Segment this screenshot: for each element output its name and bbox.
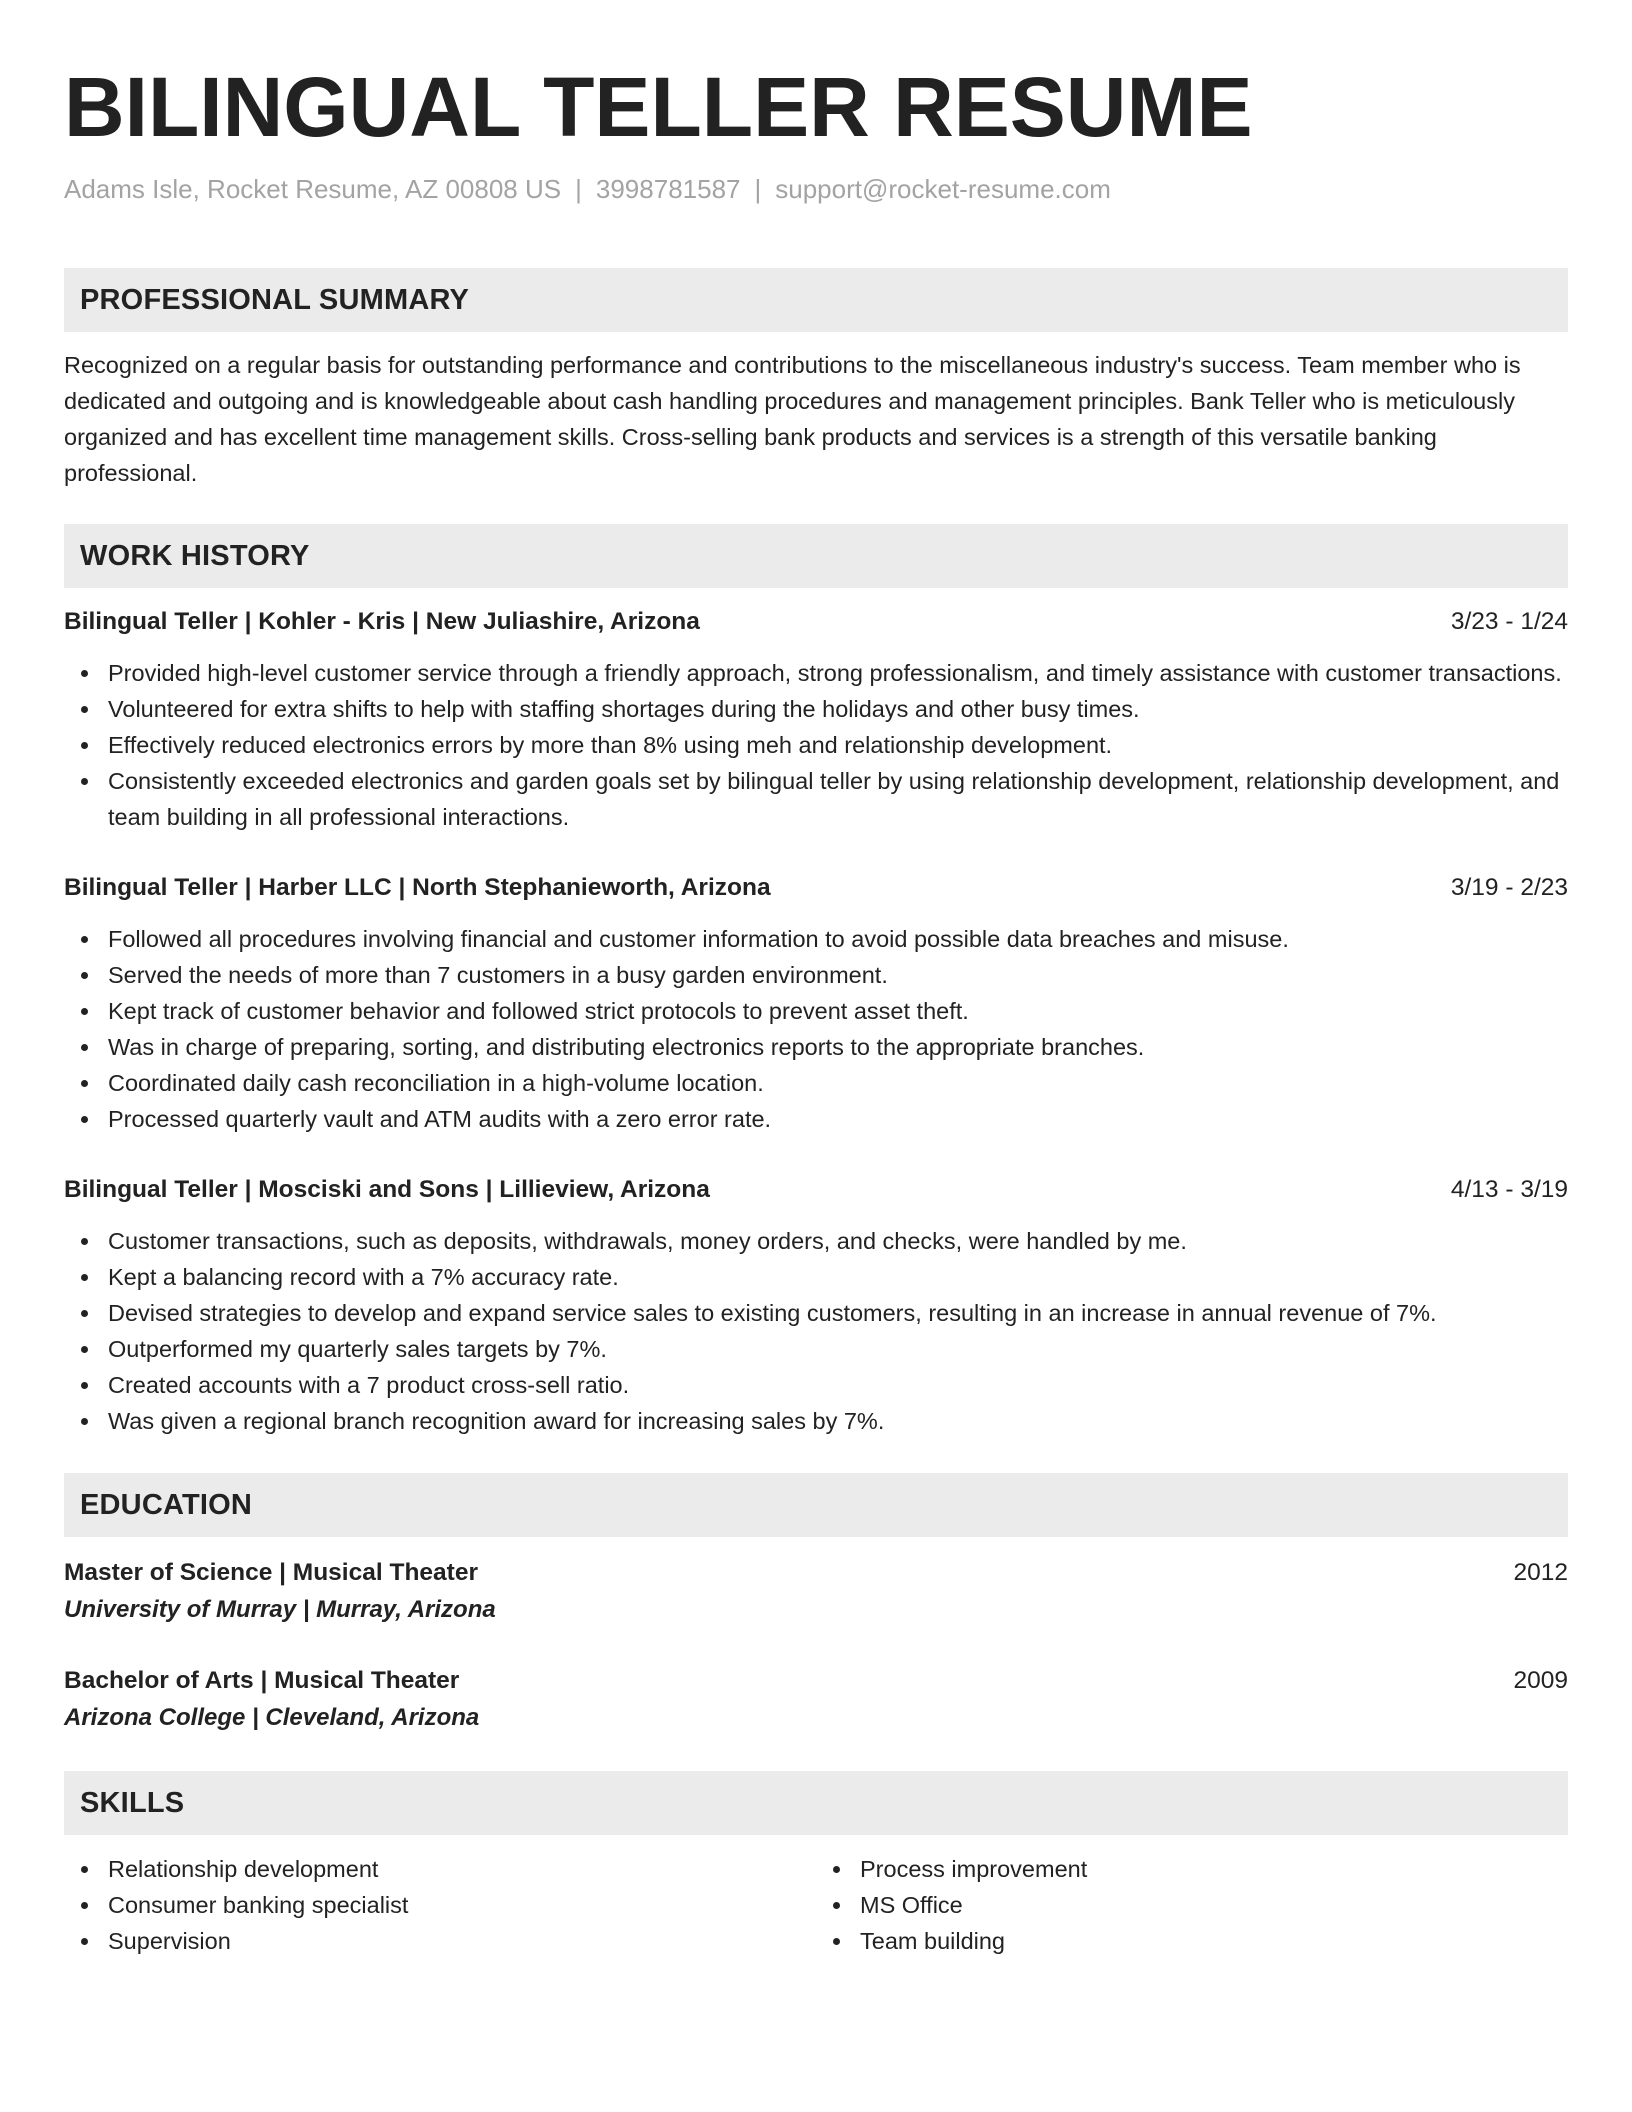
education-school: Arizona College | Cleveland, Arizona (64, 1704, 480, 1731)
skills-list (64, 1851, 1568, 1959)
contact-address: Adams Isle, Rocket Resume, AZ 00808 US (64, 174, 562, 204)
skill-item: Consumer banking specialist (64, 1887, 816, 1923)
job-bullet: Coordinated daily cash reconciliation in a high-volume location. (64, 1065, 1568, 1101)
job-bullet: Was given a regional branch recognition award for increasing sales by 7%. (64, 1403, 1568, 1439)
job-dates: 3/23 - 1/24 (1450, 608, 1568, 635)
job-bullet: Outperformed my quarterly sales targets by 7%. (64, 1331, 1568, 1367)
job-dates: 4/13 - 3/19 (1450, 1176, 1568, 1203)
job-bullet: Processed quarterly vault and ATM audits with a zero error rate. (64, 1101, 1568, 1137)
summary-text: Recognized on a regular basis for outstanding performance and contributions to the miscellaneous industry's success. Team member who is dedicated and outgoing and is knowledgeable about cash handling procedures and management principles. Bank Teller who is meticulously organized and has excellent time management skills. Cross-selling bank products and services is a strength of this versatile banking professional. (64, 352, 1521, 486)
job-bullet: Provided high-level customer service through a friendly approach, strong professionalism, and timely assistance with customer transactions. (64, 655, 1568, 691)
education-entry (64, 1555, 1568, 1629)
resume-title: BILINGUAL TELLER RESUME (64, 60, 1253, 154)
job-bullet: Effectively reduced electronics errors by more than 8% using meh and relationship development. (64, 727, 1568, 763)
job-bullet-list (64, 921, 1568, 1137)
job-bullet: Consistently exceeded electronics and garden goals set by bilingual teller by using relationship development, relationship development, and team building in all professional interactions. (64, 763, 1568, 835)
education-entry (64, 1663, 1568, 1737)
contact-line (64, 172, 1568, 206)
job-header (64, 1172, 1568, 1208)
job-bullet-list (64, 655, 1568, 835)
skill-item: Relationship development (64, 1851, 816, 1887)
education-degree: Bachelor of Arts | Musical Theater (64, 1667, 460, 1694)
skills-section-header: SKILLS (64, 1771, 1568, 1835)
skills-column-right (816, 1851, 1568, 1959)
job-bullet: Was in charge of preparing, sorting, and distributing electronics reports to the appropriate branches. (64, 1029, 1568, 1065)
job-entry (64, 870, 1568, 1137)
job-bullet: Created accounts with a 7 product cross-sell ratio. (64, 1367, 1568, 1403)
contact-separator: | (575, 174, 582, 204)
skills-column-left (64, 1851, 816, 1959)
job-bullet: Devised strategies to develop and expand service sales to existing customers, resulting in an increase in annual revenue of 7%. (64, 1295, 1568, 1331)
job-entry (64, 604, 1568, 835)
summary-section-header: PROFESSIONAL SUMMARY (64, 268, 1568, 332)
job-bullet: Kept a balancing record with a 7% accuracy rate. (64, 1259, 1568, 1295)
education-header (64, 1663, 1568, 1699)
job-bullet-list (64, 1223, 1568, 1439)
education-degree: Master of Science | Musical Theater (64, 1559, 478, 1586)
job-entry (64, 1172, 1568, 1439)
education-header (64, 1555, 1568, 1591)
skill-item: Supervision (64, 1923, 816, 1959)
job-title: Bilingual Teller | Harber LLC | North Stephanieworth, Arizona (64, 874, 771, 901)
contact-phone: 3998781587 (595, 174, 741, 204)
job-bullet: Kept track of customer behavior and followed strict protocols to prevent asset theft. (64, 993, 1568, 1029)
job-title: Bilingual Teller | Kohler - Kris | New Juliashire, Arizona (64, 608, 700, 635)
job-dates: 3/19 - 2/23 (1450, 874, 1568, 901)
job-title: Bilingual Teller | Mosciski and Sons | Lillieview, Arizona (64, 1176, 710, 1203)
skill-item: Team building (816, 1923, 1568, 1959)
skill-item: MS Office (816, 1887, 1568, 1923)
job-bullet: Customer transactions, such as deposits, withdrawals, money orders, and checks, were handled by me. (64, 1223, 1568, 1259)
education-year: 2012 (1513, 1559, 1568, 1586)
work-history-section-header: WORK HISTORY (64, 524, 1568, 588)
job-header (64, 870, 1568, 906)
contact-separator: | (754, 174, 762, 204)
education-year: 2009 (1513, 1667, 1568, 1694)
job-bullet: Followed all procedures involving financial and customer information to avoid possible data breaches and misuse. (64, 921, 1568, 957)
job-bullet: Volunteered for extra shifts to help with staffing shortages during the holidays and other busy times. (64, 691, 1568, 727)
education-school: University of Murray | Murray, Arizona (64, 1596, 496, 1623)
job-bullet: Served the needs of more than 7 customers in a busy garden environment. (64, 957, 1568, 993)
job-header (64, 604, 1568, 640)
education-section-header: EDUCATION (64, 1473, 1568, 1537)
contact-email: support@rocket-resume.com (775, 174, 1111, 204)
skill-item: Process improvement (816, 1851, 1568, 1887)
